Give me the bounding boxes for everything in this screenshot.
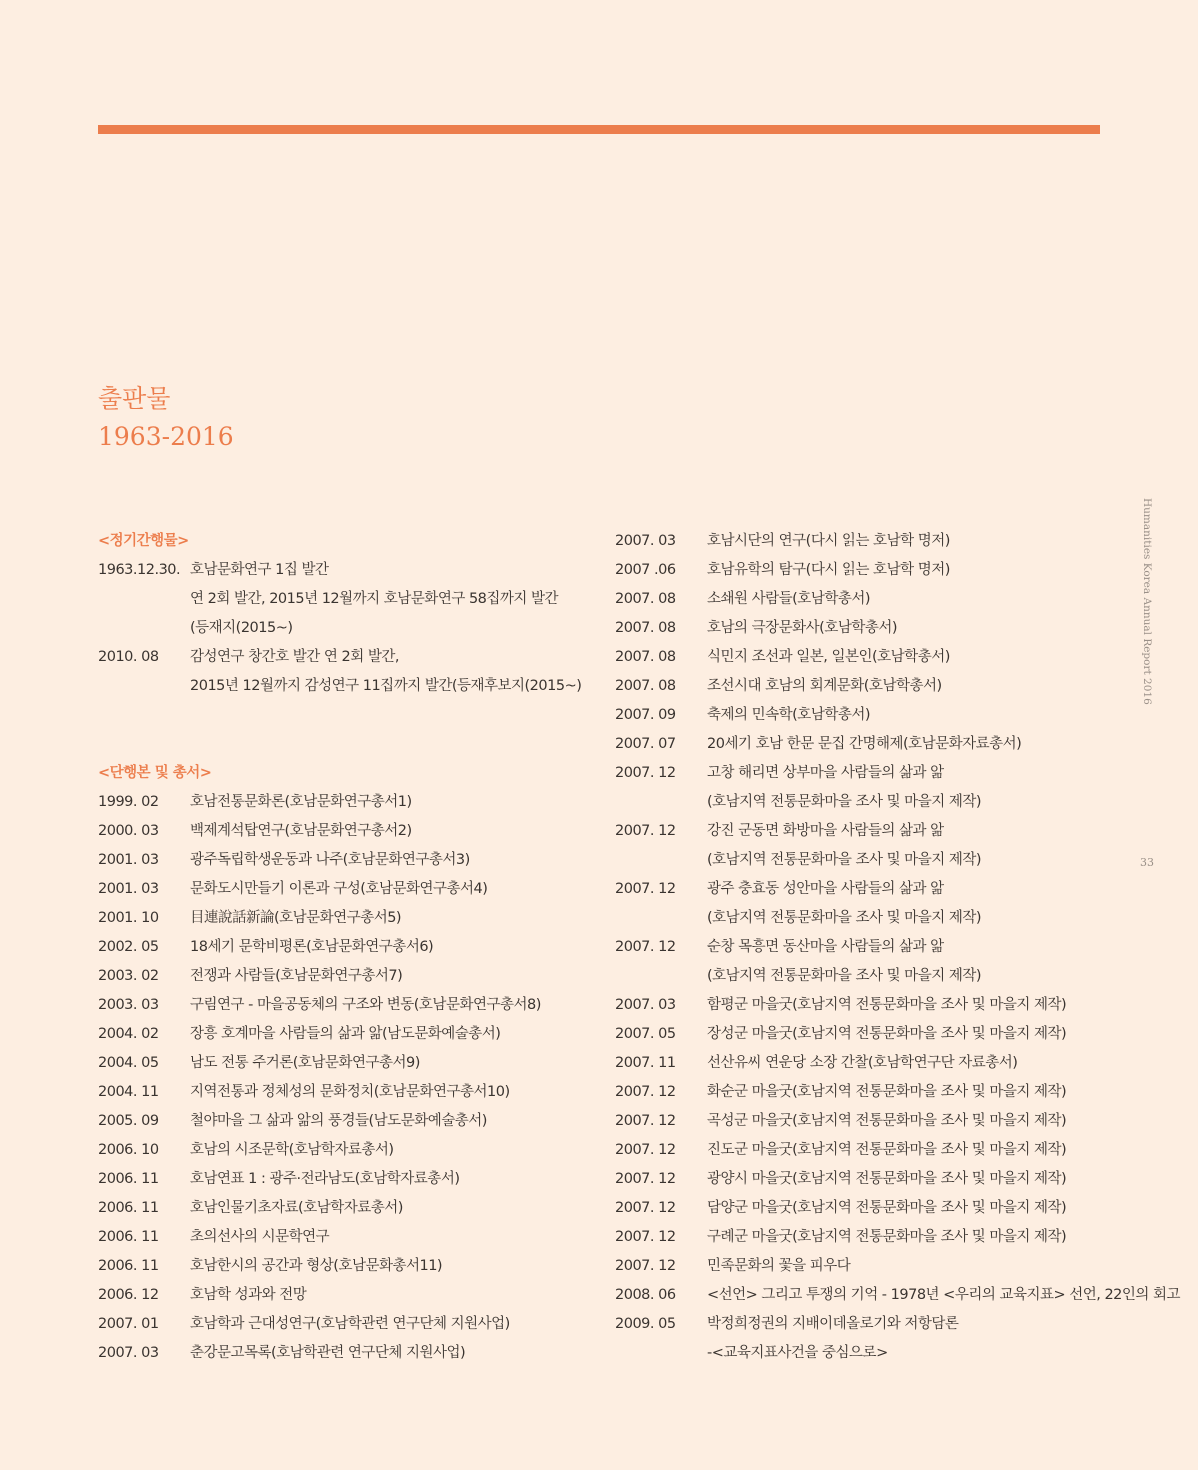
publication-title-line: 축제의 민속학(호남학총서) (707, 707, 870, 723)
publication-entry (615, 1107, 1135, 1136)
publication-entry (98, 1310, 598, 1339)
publication-title (190, 1252, 598, 1281)
publication-title (190, 1310, 598, 1339)
publication-title (707, 1136, 1135, 1165)
publication-entry (98, 1252, 598, 1281)
publication-title-line: 춘강문고목록(호남학관련 연구단체 지원사업) (190, 1345, 466, 1361)
publication-date: 2007. 05 (615, 1026, 676, 1042)
publication-title (707, 614, 1135, 643)
publication-title (707, 1107, 1135, 1136)
publication-title (707, 759, 1135, 817)
publication-entry (615, 701, 1135, 730)
publication-title (707, 1223, 1135, 1252)
publication-title (190, 875, 598, 904)
publication-date: 2006. 11 (98, 1229, 159, 1245)
publication-title-line: 지역전통과 정체성의 문화정치(호남문화연구총서10) (190, 1084, 510, 1100)
publication-date: 2007. 12 (615, 823, 676, 839)
publication-title-line: 호남학과 근대성연구(호남학관련 연구단체 지원사업) (190, 1316, 510, 1332)
publication-entry (98, 933, 598, 962)
publication-title-line: 순창 목흥면 동산마을 사람들의 삶과 앎 (707, 939, 944, 955)
publication-date: 2007. 12 (615, 881, 676, 897)
publication-title-line: 호남인물기초자료(호남학자료총서) (190, 1200, 403, 1216)
publication-title-line: 호남시단의 연구(다시 읽는 호남학 명저) (707, 533, 950, 549)
publication-title-line: 식민지 조선과 일본, 일본인(호남학총서) (707, 649, 950, 665)
publication-entry (98, 556, 598, 643)
publication-title-line: 전쟁과 사람들(호남문화연구총서7) (190, 968, 403, 984)
publication-title (707, 1194, 1135, 1223)
publication-date: 2006. 11 (98, 1200, 159, 1216)
publication-title (190, 1136, 598, 1165)
publication-entry (615, 875, 1135, 933)
books-list (98, 788, 598, 1368)
publication-title-line: 함평군 마을굿(호남지역 전통문화마을 조사 및 마을지 제작) (707, 997, 1067, 1013)
publication-entry (615, 1020, 1135, 1049)
left-column (98, 527, 598, 1368)
publication-title (190, 1107, 598, 1136)
publication-date: 2007. 03 (98, 1345, 159, 1361)
header-accent-bar (98, 125, 1100, 134)
publication-title-line: 박정희정권의 지배이데올로기와 저항담론 (707, 1316, 959, 1332)
publication-date: 2007. 12 (615, 1229, 676, 1245)
publication-date: 2007. 08 (615, 678, 676, 694)
publication-title-line: 강진 군동면 화방마을 사람들의 삶과 앎 (707, 823, 944, 839)
publication-entry (615, 991, 1135, 1020)
publication-entry (98, 904, 598, 933)
publication-date: 2005. 09 (98, 1113, 159, 1129)
publication-date: 2007. 09 (615, 707, 676, 723)
publication-entry (98, 1136, 598, 1165)
publication-title (190, 1078, 598, 1107)
publication-title-line: 호남문화연구 1집 발간 (190, 562, 329, 578)
publication-title-line: 선산유씨 연운당 소장 간찰(호남학연구단 자료총서) (707, 1055, 1018, 1071)
publication-date: 2003. 02 (98, 968, 159, 984)
publication-date: 2006. 11 (98, 1171, 159, 1187)
publication-entry (615, 527, 1135, 556)
publication-date: 2007 .06 (615, 562, 676, 578)
publication-title-line: 남도 전통 주거론(호남문화연구총서9) (190, 1055, 420, 1071)
publication-title (190, 933, 598, 962)
publication-entry (98, 962, 598, 991)
publication-date: 2007. 08 (615, 649, 676, 665)
publication-title-line: 광주독립학생운동과 나주(호남문화연구총서3) (190, 852, 470, 868)
publication-title (190, 904, 598, 933)
publication-title-line: 철야마을 그 삶과 앎의 풍경들(남도문화예술총서) (190, 1113, 487, 1129)
publication-entry (615, 1281, 1181, 1310)
publication-title (707, 817, 1135, 875)
publication-title-line: 구례군 마을굿(호남지역 전통문화마을 조사 및 마을지 제작) (707, 1229, 1067, 1245)
publication-entry (98, 1281, 598, 1310)
publication-title-line: 2015년 12월까지 감성연구 11집까지 발간(등재후보지(2015~) (190, 678, 582, 694)
publication-entry (615, 614, 1135, 643)
publication-date: 2009. 05 (615, 1316, 676, 1332)
publication-title (707, 527, 1135, 556)
periodicals-heading: <정기간행물> (98, 533, 189, 549)
publication-entry (615, 1078, 1135, 1107)
publication-entry (98, 1165, 598, 1194)
publication-title (190, 846, 598, 875)
publication-date: 2007. 12 (615, 1084, 676, 1100)
publication-date: 2007. 08 (615, 620, 676, 636)
publication-title-line: 18세기 문학비평론(호남문화연구총서6) (190, 939, 434, 955)
publication-title (707, 556, 1135, 585)
publication-title-line: 고창 해리면 상부마을 사람들의 삶과 앎 (707, 765, 944, 781)
publication-date: 2007. 12 (615, 1200, 676, 1216)
publication-date: 2006. 10 (98, 1142, 159, 1158)
publication-title (707, 1049, 1135, 1078)
publication-date: 2007. 12 (615, 765, 676, 781)
publication-title-line: 호남의 시조문학(호남학자료총서) (190, 1142, 394, 1158)
publication-title-line: 감성연구 창간호 발간 연 2회 발간, (190, 649, 399, 665)
side-running-header: Humanities Korea Annual Report 2016 (1141, 498, 1153, 705)
publication-date: 2001. 10 (98, 910, 159, 926)
publication-entry (98, 875, 598, 904)
publication-entry (615, 1223, 1135, 1252)
publication-date: 2003. 03 (98, 997, 159, 1013)
publication-date: 2007. 11 (615, 1055, 676, 1071)
publication-title-line: (호남지역 전통문화마을 조사 및 마을지 제작) (707, 968, 981, 984)
publication-date: 2007. 12 (615, 939, 676, 955)
publication-date: 2004. 11 (98, 1084, 159, 1100)
publication-date: 2007. 12 (615, 1258, 676, 1274)
publication-title (707, 643, 1135, 672)
publication-entry (98, 846, 598, 875)
publication-entry (98, 1339, 598, 1368)
publication-title (190, 1194, 598, 1223)
publication-title-line: 광주 충효동 성안마을 사람들의 삶과 앎 (707, 881, 944, 897)
publication-date: 2000. 03 (98, 823, 159, 839)
publication-date: 1999. 02 (98, 794, 159, 810)
publication-date: 2007. 03 (615, 533, 676, 549)
publication-title (707, 875, 1135, 933)
publication-date: 2007. 01 (98, 1316, 159, 1332)
publication-title-line: 20세기 호남 한문 문집 간명해제(호남문화자료총서) (707, 736, 1022, 752)
publication-title-line: 문화도시만들기 이론과 구성(호남문화연구총서4) (190, 881, 488, 897)
publication-title-line: -<교육지표사건을 중심으로> (707, 1345, 888, 1361)
publication-entry (615, 1165, 1135, 1194)
publication-title (190, 1339, 598, 1368)
publication-date: 2006. 11 (98, 1258, 159, 1274)
publication-entry (98, 1020, 598, 1049)
publication-date: 2004. 05 (98, 1055, 159, 1071)
publication-title (707, 672, 1135, 701)
publication-entry (98, 1078, 598, 1107)
publication-title (707, 991, 1135, 1020)
publication-title-line: 곡성군 마을굿(호남지역 전통문화마을 조사 및 마을지 제작) (707, 1113, 1067, 1129)
publication-title-line: 진도군 마을굿(호남지역 전통문화마을 조사 및 마을지 제작) (707, 1142, 1067, 1158)
publication-entry (98, 1223, 598, 1252)
publication-title-line: 화순군 마을굿(호남지역 전통문화마을 조사 및 마을지 제작) (707, 1084, 1067, 1100)
publication-date: 2007. 08 (615, 591, 676, 607)
publication-title-line: 소쇄원 사람들(호남학총서) (707, 591, 870, 607)
publication-title (190, 643, 598, 701)
publication-entry (98, 817, 598, 846)
publication-title-line: 구림연구 - 마을공동체의 구조와 변동(호남문화연구총서8) (190, 997, 541, 1013)
books-heading: <단행본 및 총서> (98, 765, 212, 781)
publication-title-line: 호남의 극장문화사(호남학총서) (707, 620, 898, 636)
publication-entry (615, 933, 1135, 991)
publication-title (190, 788, 598, 817)
publication-title (190, 1223, 598, 1252)
publication-title (707, 1310, 1135, 1368)
publication-date: 2006. 12 (98, 1287, 159, 1303)
publication-entry (615, 672, 1135, 701)
publication-date: 2007. 07 (615, 736, 676, 752)
publication-date: 2002. 05 (98, 939, 159, 955)
publication-date: 2010. 08 (98, 649, 159, 665)
publication-title (707, 933, 1135, 991)
publication-entry (615, 585, 1135, 614)
publication-entry (615, 759, 1135, 817)
publication-title-line: 담양군 마을굿(호남지역 전통문화마을 조사 및 마을지 제작) (707, 1200, 1067, 1216)
publication-title (190, 991, 598, 1020)
publication-title-line: 호남한시의 공간과 형상(호남문화총서11) (190, 1258, 443, 1274)
publication-title-line: 장성군 마을굿(호남지역 전통문화마을 조사 및 마을지 제작) (707, 1026, 1067, 1042)
publication-title-line: <선언> 그리고 투쟁의 기억 - 1978년 <우리의 교육지표> 선언, 22인의 회고 (707, 1287, 1181, 1303)
publication-entry (98, 1049, 598, 1078)
publication-entry (615, 817, 1135, 875)
publication-title-line: 연 2회 발간, 2015년 12월까지 호남문화연구 58집까지 발간 (190, 591, 559, 607)
publication-title (190, 1020, 598, 1049)
publication-title-line: 호남유학의 탐구(다시 읽는 호남학 명저) (707, 562, 950, 578)
publication-title-line: 호남전통문화론(호남문화연구총서1) (190, 794, 412, 810)
publication-entry (615, 1049, 1135, 1078)
publication-title (190, 1281, 598, 1310)
publication-date: 1963.12.30. (98, 562, 181, 578)
publication-entry (615, 643, 1135, 672)
publication-title (707, 730, 1135, 759)
page-title-text: 출판물 (98, 384, 171, 413)
publication-title-line: 장흥 호계마을 사람들의 삶과 앎(남도문화예술총서) (190, 1026, 501, 1042)
publication-title (707, 701, 1135, 730)
publication-date: 2007. 12 (615, 1171, 676, 1187)
publication-date: 2007. 03 (615, 997, 676, 1013)
publication-date: 2008. 06 (615, 1287, 676, 1303)
publication-entry (98, 788, 598, 817)
publication-title (707, 1020, 1135, 1049)
publication-entry (98, 643, 598, 701)
periodicals-list (98, 556, 598, 701)
publication-title-line: 광양시 마을굿(호남지역 전통문화마을 조사 및 마을지 제작) (707, 1171, 1067, 1187)
publication-title (190, 817, 598, 846)
publication-entry (615, 730, 1135, 759)
publication-title (190, 1049, 598, 1078)
publication-date: 2001. 03 (98, 852, 159, 868)
publication-title (190, 962, 598, 991)
publication-entry (615, 1252, 1135, 1281)
page-number: 33 (1140, 856, 1154, 869)
publication-title-line: 조선시대 호남의 회계문화(호남학총서) (707, 678, 942, 694)
publication-title-line: 백제계석탑연구(호남문화연구총서2) (190, 823, 412, 839)
publication-entry (615, 1310, 1135, 1368)
page-title (98, 380, 234, 456)
publication-entry (615, 556, 1135, 585)
section-spacer (98, 701, 598, 759)
publication-title (190, 556, 598, 643)
publication-title (707, 1078, 1135, 1107)
publication-date: 2001. 03 (98, 881, 159, 897)
publication-title-line: 호남학 성과와 전망 (190, 1287, 307, 1303)
publication-entry (615, 1136, 1135, 1165)
publication-date: 2004. 02 (98, 1026, 159, 1042)
publication-title-line: 目連說話新論(호남문화연구총서5) (190, 910, 402, 926)
publication-date: 2007. 12 (615, 1113, 676, 1129)
publication-title-line: (호남지역 전통문화마을 조사 및 마을지 제작) (707, 910, 981, 926)
publication-title-line: 호남연표 1 : 광주·전라남도(호남학자료총서) (190, 1171, 460, 1187)
publication-title (190, 1165, 598, 1194)
publication-title-line: (등재지(2015~) (190, 620, 293, 636)
publication-entry (98, 1107, 598, 1136)
publication-title-line: (호남지역 전통문화마을 조사 및 마을지 제작) (707, 852, 981, 868)
publication-title-line: 초의선사의 시문학연구 (190, 1229, 330, 1245)
publication-date: 2007. 12 (615, 1142, 676, 1158)
publication-entry (615, 1194, 1135, 1223)
publication-entry (98, 991, 598, 1020)
publication-entry (98, 1194, 598, 1223)
publication-title-line: (호남지역 전통문화마을 조사 및 마을지 제작) (707, 794, 981, 810)
publication-title (707, 585, 1135, 614)
page-title-years: 1963-2016 (98, 422, 234, 451)
publication-title (707, 1281, 1180, 1310)
publication-title-line: 민족문화의 꽃을 피우다 (707, 1258, 851, 1274)
publication-title (707, 1165, 1135, 1194)
publication-title (707, 1252, 1135, 1281)
